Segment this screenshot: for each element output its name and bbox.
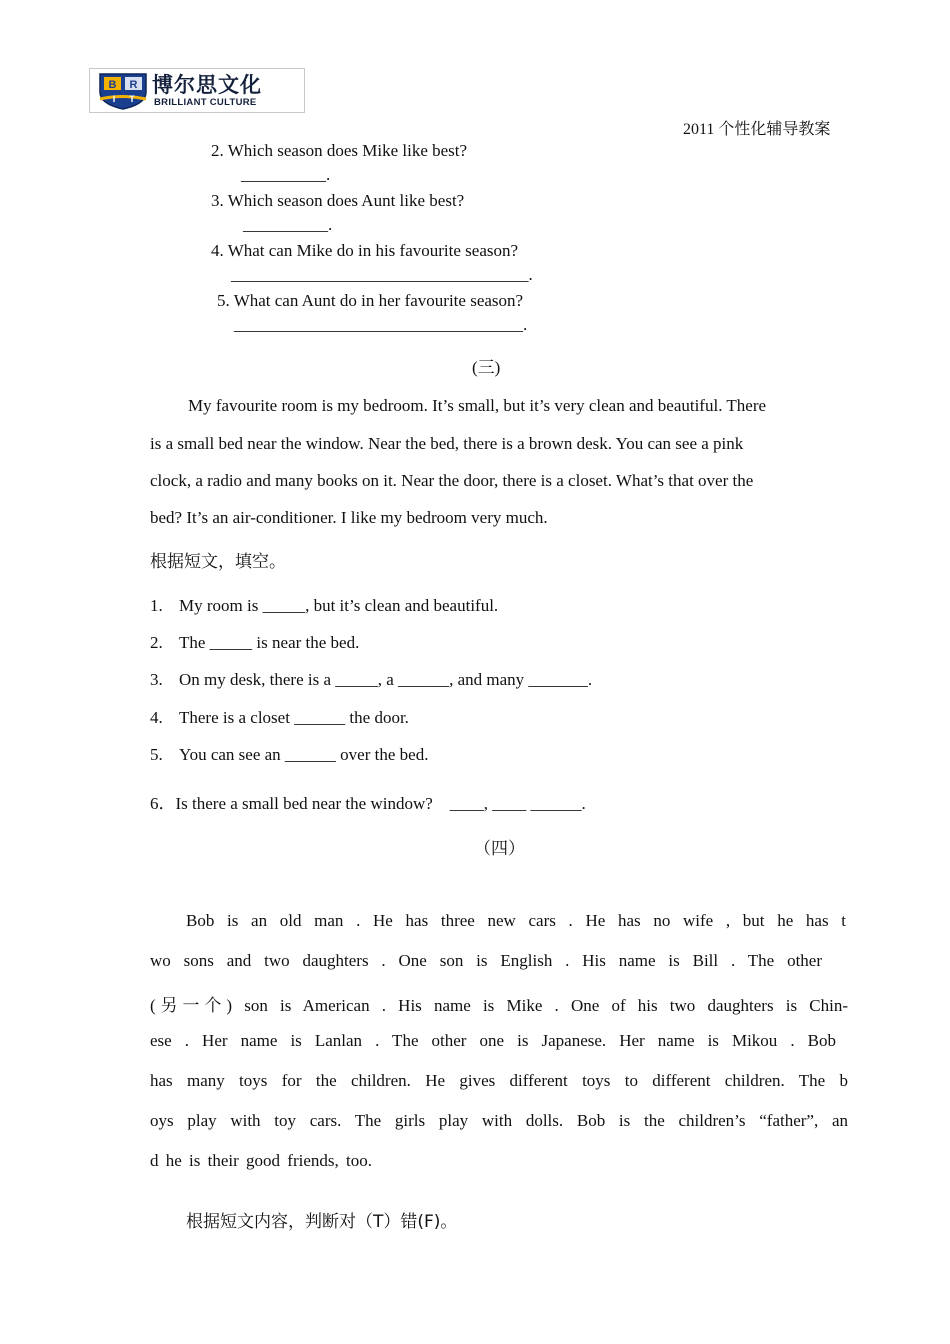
question-2: 2. Which season does Mike like best? [211,141,468,160]
doc-label: 2011 个性化辅导教案 [683,121,831,138]
passage-4-line-5: has many toys for the children. He gives different toys to different children. The b [150,1071,848,1090]
question-4: 4. What can Mike do in his favourite season? [211,241,519,260]
fill-item-4 [150,708,409,728]
answer-blank-3: __________. [243,215,333,234]
fill-item-number: 2. [150,633,163,652]
fill-item-text: The _____ is near the bed. [179,633,360,652]
fill-item-number: 1. [150,596,163,615]
logo-chinese-name: 博尔思文化 [152,73,262,97]
passage-3-line-4: bed? It’s an air-conditioner. I like my bedroom very much. [150,508,548,527]
badge-letter-i: I [112,94,116,104]
fill-item-6: 6．Is there a small bed near the window? ____, ____ ______. [150,794,586,813]
passage-4-line-6: oys play with toy cars. The girls play with dolls. Bob is the children’s “father”, an [150,1111,848,1130]
passage-4-line-4: ese . Her name is Lanlan . The other one is Japanese. Her name is Mikou . Bob [150,1031,836,1050]
passage-4-line-2: wo sons and two daughters . One son is English . His name is Bill . The other [150,951,822,970]
fill-item-text: On my desk, there is a _____, a ______, and many _______. [179,670,593,689]
fill-item-text: My room is _____, but it’s clean and beautiful. [179,596,499,615]
fill-item-1 [150,596,498,616]
badge-letter-t: T [129,94,135,104]
badge-letter-r: R [129,79,138,91]
passage-4-line-7: d he is their good friends, too. [150,1151,372,1170]
passage-3-line-3: clock, a radio and many books on it. Near the door, there is a closet. What’s that over the [150,471,754,490]
fill-item-number: 3. [150,670,163,689]
brand-logo [89,68,305,113]
passage-3-line-1: My favourite room is my bedroom. It’s small, but it’s very clean and beautiful. There [188,396,767,415]
fill-item-5 [150,745,428,765]
instruction-fill-blank: 根据短文，填空。 [150,552,286,572]
fill-item-text: There is a closet ______ the door. [179,708,409,727]
section-title-3: (三) [472,358,501,377]
instruction-true-false: 根据短文内容，判断对（T）错(F)。 [186,1212,458,1232]
question-3: 3. Which season does Aunt like best? [211,191,465,210]
answer-blank-4: ___________________________________. [231,265,533,284]
logo-english-name: BRILLIANT CULTURE [154,97,257,108]
fill-item-3 [150,670,592,690]
passage-4-line-3: (另一个) son is American . His name is Mike . One of his two daughters is Chin- [150,996,848,1015]
badge-letter-b: B [108,79,117,91]
passage-4-line-1: Bob is an old man . He has three new cars . He has no wife , but he has t [186,911,846,930]
passage-3-line-2: is a small bed near the window. Near the bed, there is a brown desk. You can see a pink [150,434,744,453]
question-5: 5. What can Aunt do in her favourite season? [217,291,524,310]
fill-item-number: 4. [150,708,163,727]
fill-item-number: 5. [150,745,163,764]
answer-blank-5: __________________________________. [234,315,528,334]
shield-badge-icon [94,72,152,110]
fill-item-2 [150,633,359,653]
fill-item-text: You can see an ______ over the bed. [179,745,429,764]
answer-blank-2: __________. [241,165,331,184]
section-title-4: （四） [474,839,525,859]
